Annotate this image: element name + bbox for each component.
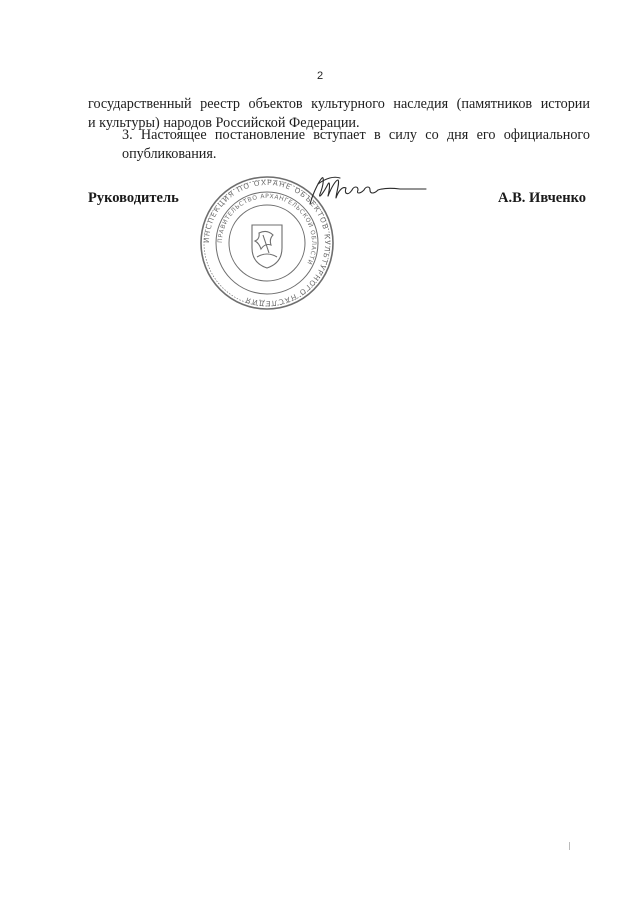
coat-of-arms-icon (252, 225, 282, 268)
signatory-title: Руководитель (88, 190, 179, 206)
signatory-name: А.В. Ивченко (498, 190, 586, 206)
page-number: 2 (316, 70, 324, 82)
seal-inner-text: ПРАВИТЕЛЬСТВО АРХАНГЕЛЬСКОЙ ОБЛАСТИ (216, 192, 318, 266)
paragraph-line: 3. Настоящее постановление вступает в силу со дня его официального (122, 127, 590, 143)
paragraph-line: опубликования. (122, 146, 217, 162)
paragraph-line: и культуры) народов Российской Федерации. (88, 115, 360, 131)
seal-outer-text: ИНСПЕКЦИЯ ПО ОХРАНЕ ОБЪЕКТОВ КУЛЬТУРНОГО НАСЛЕДИЯ (201, 177, 333, 309)
page-edge-mark (569, 842, 570, 850)
paragraph-effective-date (88, 126, 590, 164)
paragraph-line: государственный реестр объектов культурного наследия (памятников истории (88, 96, 590, 112)
handwritten-signature-icon (300, 172, 430, 212)
